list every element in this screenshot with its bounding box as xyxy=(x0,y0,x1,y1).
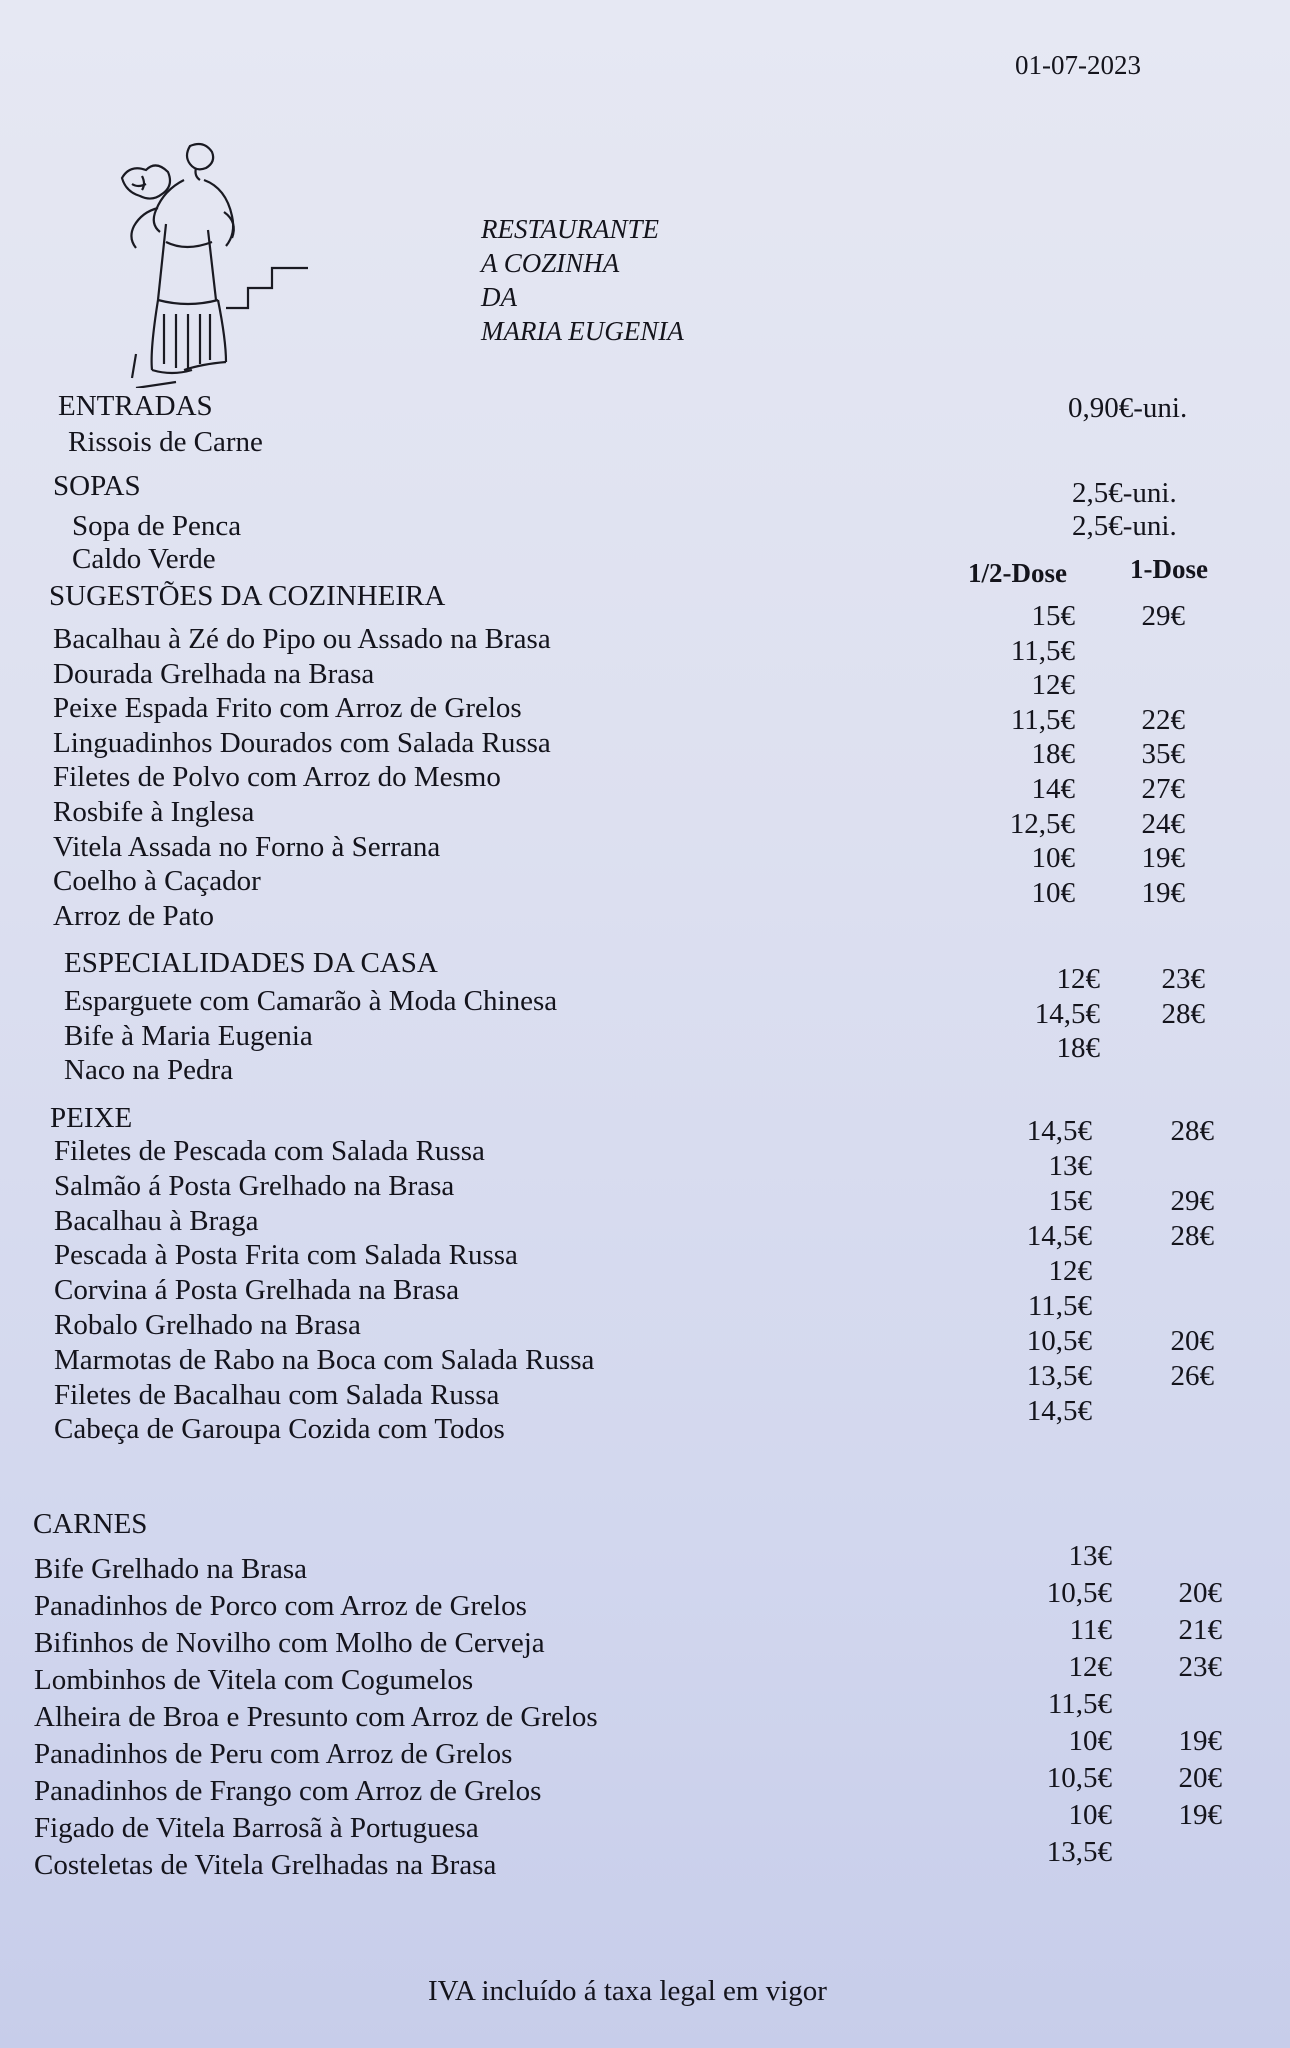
menu-item-price-half: 14€ xyxy=(1031,773,1075,805)
menu-item-price-half: 10€ xyxy=(1068,1799,1112,1831)
menu-item-price-half: 12€ xyxy=(1056,963,1100,995)
menu-item-name: Panadinhos de Porco com Arroz de Grelos xyxy=(34,1590,527,1622)
menu-item-price-full: 19€ xyxy=(1141,876,1185,909)
menu-item-price-half: 12€ xyxy=(1031,669,1075,702)
section-title-peixe: PEIXE xyxy=(50,1102,133,1134)
menu-item-price-half: 10,5€ xyxy=(1046,1577,1112,1609)
menu-date: 01-07-2023 xyxy=(1015,50,1141,80)
menu-item-name: Filetes de Pescada com Salada Russa xyxy=(54,1135,485,1167)
menu-item-name: Coelho à Caçador xyxy=(53,865,261,898)
menu-item-name: Lombinhos de Vitela com Cogumelos xyxy=(34,1664,474,1696)
menu-item-price-half: 12€ xyxy=(1048,1255,1092,1287)
menu-item-price-half: 11,5€ xyxy=(1010,703,1075,736)
column-header-half-dose: 1/2-Dose xyxy=(968,558,1067,588)
menu-item-name: Cabeça de Garoupa Cozida com Todos xyxy=(54,1413,505,1446)
section-title-especialidades: ESPECIALIDADES DA CASA xyxy=(64,947,438,979)
menu-item-price-full: 28€ xyxy=(1161,997,1205,1030)
menu-item-name: Marmotas de Rabo na Boca com Salada Russa xyxy=(54,1343,595,1376)
menu-item-price-half: 11,5€ xyxy=(1047,1688,1112,1720)
cook-illustration xyxy=(112,138,312,388)
menu-item-price-half: 15€ xyxy=(1031,600,1075,632)
menu-item-price-full: 35€ xyxy=(1141,738,1185,771)
menu-item-price-half: 11,5€ xyxy=(1010,634,1075,667)
menu-item-name: Bife à Maria Eugenia xyxy=(64,1019,313,1052)
menu-item-name: Caldo Verde xyxy=(72,543,216,575)
tax-footer-note: IVA incluído á taxa legal em vigor xyxy=(428,1975,827,2007)
menu-item-price-half: 13€ xyxy=(1068,1540,1112,1572)
menu-item-name: Bifinhos de Novilho com Molho de Cerveja xyxy=(34,1627,545,1659)
menu-item-price-half: 14,5€ xyxy=(1034,997,1100,1030)
menu-item-name: Filetes de Polvo com Arroz do Mesmo xyxy=(53,761,501,794)
menu-item-name: Peixe Espada Frito com Arroz de Grelos xyxy=(53,692,522,725)
restaurant-name xyxy=(481,212,684,348)
menu-item-price-full: 20€ xyxy=(1178,1762,1222,1794)
menu-item-price-full: 22€ xyxy=(1141,703,1185,736)
menu-item-price-full: 27€ xyxy=(1141,773,1185,805)
menu-item-name: Panadinhos de Peru com Arroz de Grelos xyxy=(34,1738,513,1770)
menu-item-price-full: 29€ xyxy=(1170,1185,1214,1217)
menu-item-price-half: 10€ xyxy=(1031,876,1075,909)
menu-item-price-half: 13,5€ xyxy=(1046,1836,1112,1868)
section-title-sopas: SOPAS xyxy=(53,470,141,502)
menu-item-name: Salmão á Posta Grelhado na Brasa xyxy=(54,1169,455,1202)
menu-item-name: Figado de Vitela Barrosã à Portuguesa xyxy=(34,1812,479,1844)
menu-item-price-full: 20€ xyxy=(1170,1325,1214,1357)
menu-item-price-half: 11,5€ xyxy=(1027,1290,1092,1322)
menu-item-price-half: 11€ xyxy=(1069,1614,1112,1646)
menu-item-price-full: 28€ xyxy=(1170,1220,1214,1252)
menu-item-price-half: 18€ xyxy=(1056,1032,1100,1064)
menu-item-name: Rissois de Carne xyxy=(68,426,263,458)
menu-item-price-half: 14,5€ xyxy=(1026,1220,1092,1252)
menu-item-price-half: 12€ xyxy=(1068,1651,1112,1683)
menu-item-price: 0,90€-uni. xyxy=(1068,392,1188,424)
menu-item-price-full: 19€ xyxy=(1178,1799,1222,1831)
menu-item-price-full: 24€ xyxy=(1141,807,1185,840)
menu-item-name: Robalo Grelhado na Brasa xyxy=(54,1309,361,1341)
menu-item-price-half: 12,5€ xyxy=(1009,807,1075,840)
restaurant-name-line: MARIA EUGENIA xyxy=(481,316,684,346)
menu-item-name: Bacalhau à Braga xyxy=(54,1204,259,1237)
menu-item-price-half: 14,5€ xyxy=(1026,1395,1092,1427)
menu-item-name: Dourada Grelhada na Brasa xyxy=(53,657,375,690)
restaurant-name-line: RESTAURANTE xyxy=(481,214,659,244)
menu-item-name: Corvina á Posta Grelhada na Brasa xyxy=(54,1274,460,1307)
menu-item-name: Vitela Assada no Forno à Serrana xyxy=(53,830,441,863)
menu-item-name: Costeletas de Vitela Grelhadas na Brasa xyxy=(34,1849,497,1881)
menu-item-price-half: 13,5€ xyxy=(1026,1360,1092,1392)
menu-item-name: Esparguete com Camarão à Moda Chinesa xyxy=(64,985,558,1017)
menu-item-price-full: 26€ xyxy=(1170,1360,1214,1392)
menu-item-name: Filetes de Bacalhau com Salada Russa xyxy=(54,1378,500,1411)
column-header-full-dose: 1-Dose xyxy=(1130,554,1208,584)
menu-item-price-full: 23€ xyxy=(1178,1651,1222,1683)
section-title-sugestoes: SUGESTÕES DA COZINHEIRA xyxy=(49,580,446,612)
menu-item-price-half: 10€ xyxy=(1068,1725,1112,1757)
menu-item-name: Sopa de Penca xyxy=(72,510,242,542)
menu-item-price-full: 23€ xyxy=(1161,963,1205,995)
section-title-entradas: ENTRADAS xyxy=(58,390,213,422)
menu-item-name: Naco na Pedra xyxy=(64,1054,234,1086)
menu-item-price-full: 19€ xyxy=(1178,1725,1222,1757)
menu-item-price-half: 10€ xyxy=(1031,842,1075,875)
menu-item-price-full: 20€ xyxy=(1178,1577,1222,1609)
menu-item-name: Pescada à Posta Frita com Salada Russa xyxy=(54,1239,518,1272)
menu-item-price-half: 14,5€ xyxy=(1026,1115,1092,1147)
menu-item-price-half: 10,5€ xyxy=(1026,1325,1092,1357)
menu-item-price-full: 29€ xyxy=(1141,600,1185,632)
menu-item-price-half: 15€ xyxy=(1048,1185,1092,1217)
menu-item-price: 2,5€-uni. xyxy=(1072,477,1177,509)
menu-item-name: Panadinhos de Frango com Arroz de Grelos xyxy=(34,1775,542,1807)
menu-item-name: Rosbife à Inglesa xyxy=(53,796,255,828)
menu-item-name: Bife Grelhado na Brasa xyxy=(34,1553,307,1585)
menu-item-price-half: 13€ xyxy=(1048,1150,1092,1182)
menu-item-name: Alheira de Broa e Presunto com Arroz de Grelos xyxy=(34,1701,598,1733)
menu-item-name: Linguadinhos Dourados com Salada Russa xyxy=(53,726,551,759)
section-title-carnes: CARNES xyxy=(33,1508,148,1540)
menu-item-price: 2,5€-uni. xyxy=(1072,510,1177,542)
restaurant-name-line: A COZINHA xyxy=(481,248,620,278)
menu-item-price-full: 21€ xyxy=(1178,1614,1222,1646)
menu-item-price-full: 19€ xyxy=(1141,842,1185,875)
menu-item-name: Bacalhau à Zé do Pipo ou Assado na Brasa xyxy=(53,623,551,655)
menu-item-price-half: 10,5€ xyxy=(1046,1762,1112,1794)
menu-item-name: Arroz de Pato xyxy=(53,899,215,932)
restaurant-name-line: DA xyxy=(481,282,517,312)
menu-item-price-full: 28€ xyxy=(1170,1115,1214,1147)
menu-item-price-half: 18€ xyxy=(1031,738,1075,771)
